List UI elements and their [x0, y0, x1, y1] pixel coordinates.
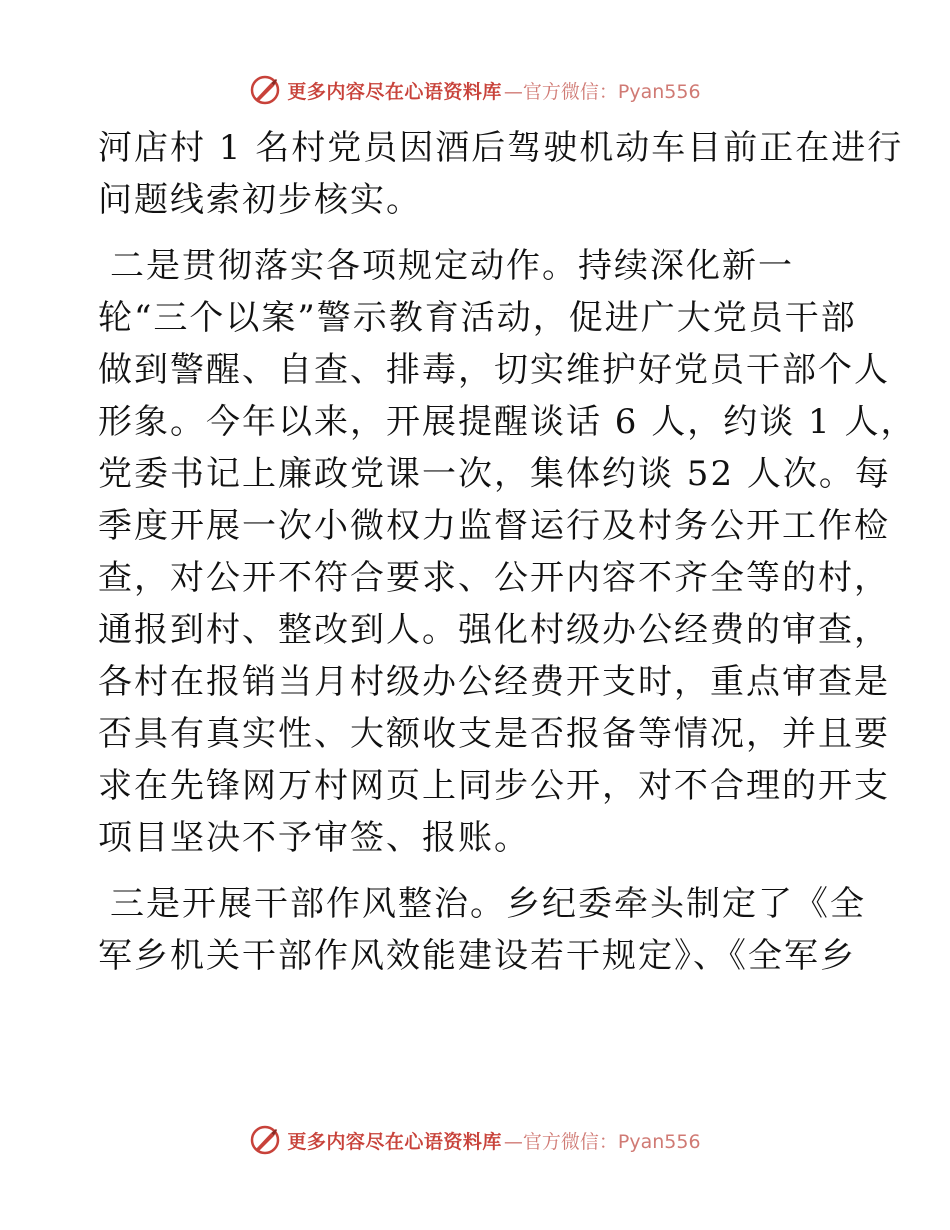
- paragraph-line: 问题线索初步核实。: [98, 180, 422, 220]
- footer-site-name: 更多内容尽在心语资料库: [287, 1130, 502, 1153]
- paragraph-line: 通报到村、整改到人。强化村级办公经费的审查，: [98, 610, 890, 650]
- paragraph-line: 三是开展干部作风整治。乡纪委牵头制定了《全: [110, 884, 866, 924]
- paragraph-line: 军乡机关干部作风效能建设若干规定》、《全军乡: [98, 936, 856, 976]
- paragraph-line: 季度开展一次小微权力监督运行及村务公开工作检: [98, 506, 890, 546]
- paragraph-line: 河店村 1 名村党员因酒后驾驶机动车目前正在进行: [98, 128, 904, 168]
- footer-wechat-id: —官方微信：Pyan556: [503, 1130, 701, 1153]
- paragraph-line: 党委书记上廉政党课一次，集体约谈 52 人次。每: [98, 454, 891, 494]
- paragraph-line: 查，对公开不符合要求、公开内容不齐全等的村，: [98, 558, 890, 598]
- paragraph-line: 否具有真实性、大额收支是否报备等情况，并且要: [98, 714, 890, 754]
- document-body: [98, 122, 917, 996]
- paragraph-2: [98, 240, 917, 864]
- paragraph-3: [98, 878, 866, 982]
- paragraph-line: 形象。今年以来，开展提醒谈话 6 人，约谈 1 人，: [98, 402, 917, 442]
- paragraph-line: 各村在报销当月村级办公经费开支时，重点审查是: [98, 662, 890, 702]
- header-watermark-banner: [0, 70, 950, 110]
- quill-pen-logo-icon: [249, 74, 281, 106]
- paragraph-1: [98, 122, 904, 226]
- header-wechat-id: —官方微信：Pyan556: [503, 80, 701, 103]
- paragraph-line: 求在先锋网万村网页上同步公开，对不合理的开支: [98, 766, 890, 806]
- footer-watermark-banner: [0, 1120, 950, 1160]
- paragraph-line: 二是贯彻落实各项规定动作。持续深化新一: [110, 246, 794, 286]
- quill-pen-logo-icon: [249, 1124, 281, 1156]
- paragraph-line: 项目坚决不予审签、报账。: [98, 818, 530, 858]
- paragraph-line: 做到警醒、自查、排毒，切实维护好党员干部个人: [98, 350, 890, 390]
- header-site-name: 更多内容尽在心语资料库: [287, 80, 502, 103]
- paragraph-line: 轮“三个以案”警示教育活动，促进广大党员干部: [98, 298, 857, 338]
